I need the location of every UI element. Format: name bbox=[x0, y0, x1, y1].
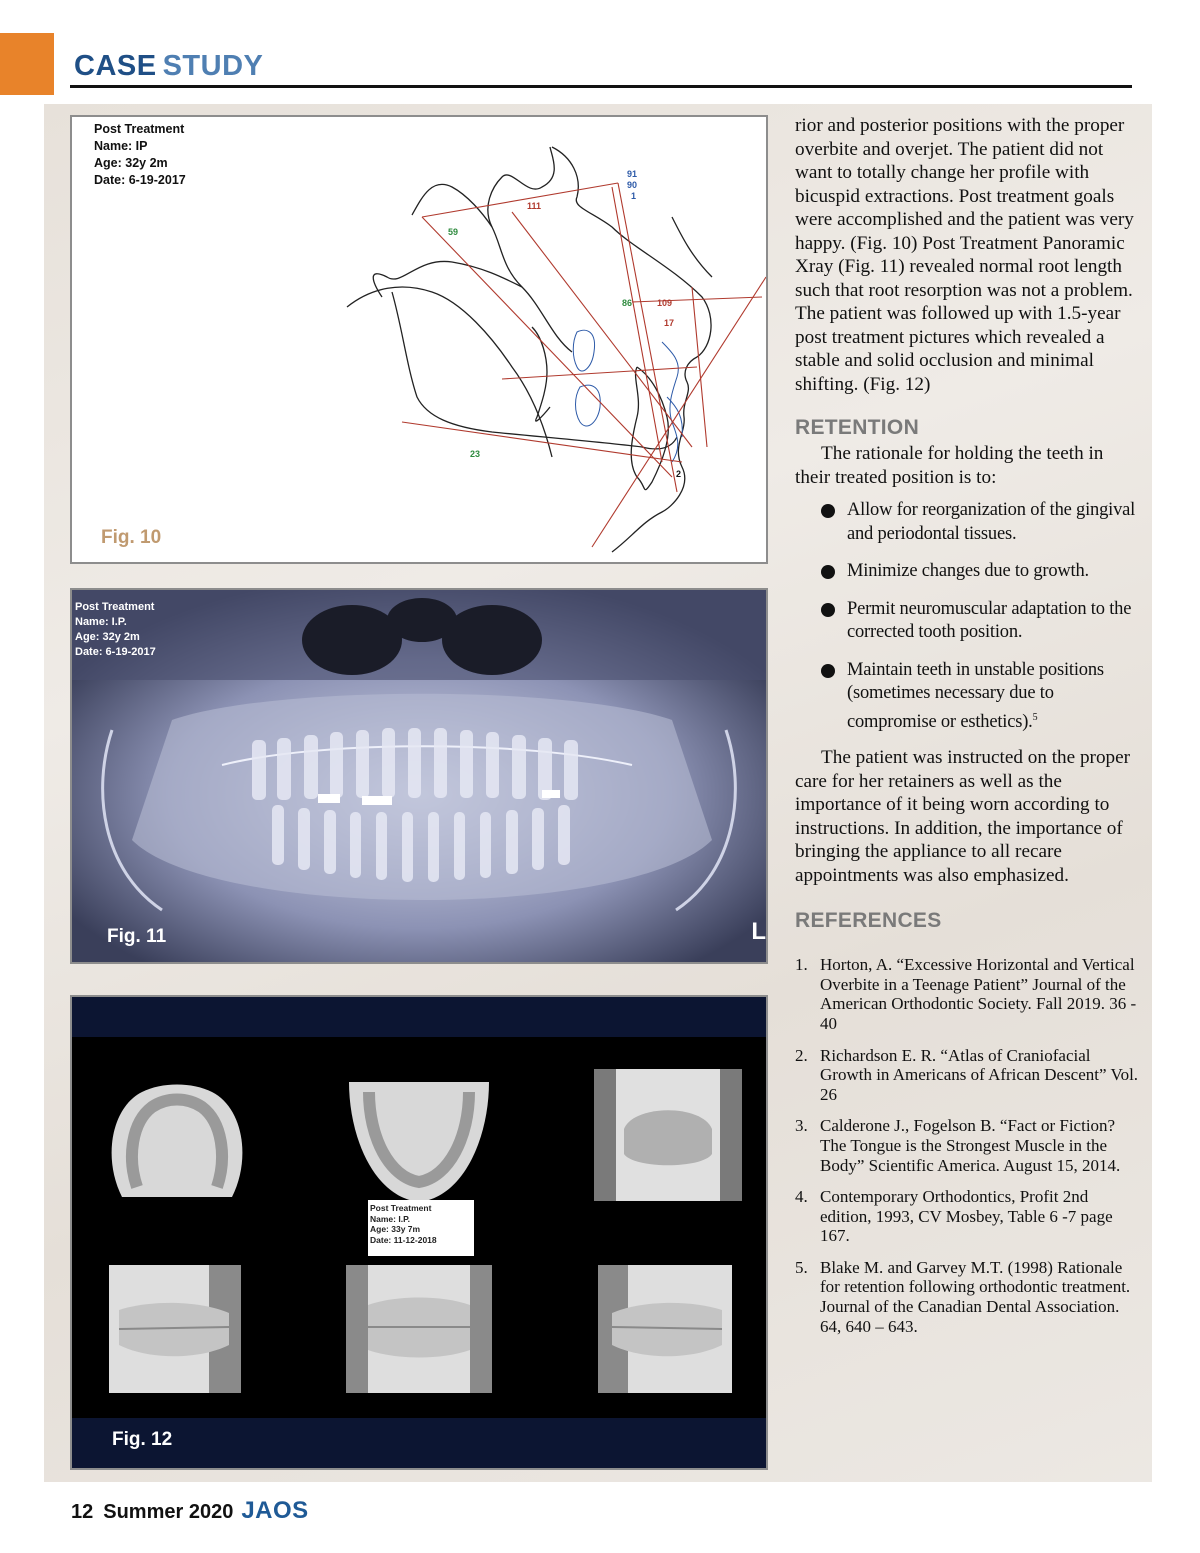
header-word-study: STUDY bbox=[162, 50, 264, 82]
ceph-value-1: 1 bbox=[631, 191, 637, 201]
frontal-model bbox=[346, 1265, 492, 1393]
bullet-text: Allow for reorganization of the gingival and periodontal tissues. bbox=[847, 500, 1136, 544]
list-item bbox=[821, 659, 1140, 735]
fig10-info-line: Name: IP bbox=[94, 139, 148, 153]
panoramic-xray-image bbox=[72, 590, 766, 962]
issue-label: Summer 2020 bbox=[103, 1501, 234, 1523]
reference-text: Contemporary Orthodontics, Profit 2nd edition, 1993, CV Mosbey, Table 6 -7 page 167. bbox=[820, 1187, 1113, 1246]
figure-11-panoramic-xray bbox=[70, 588, 768, 964]
upper-arch-model bbox=[102, 1077, 252, 1207]
fig12-info-card bbox=[368, 1200, 474, 1256]
lower-arch-model bbox=[344, 1077, 494, 1207]
reference-item bbox=[795, 1258, 1140, 1336]
fig11-info-line: Name: I.P. bbox=[75, 616, 127, 628]
retention-heading: RETENTION bbox=[795, 416, 920, 439]
ceph-value-111: 111 bbox=[527, 201, 542, 211]
bullet-text: Permit neuromuscular adaptation to the corrected tooth position. bbox=[847, 598, 1132, 642]
references-list bbox=[795, 955, 1140, 1336]
reference-item bbox=[795, 1046, 1140, 1105]
bullet-text: Minimize changes due to growth. bbox=[847, 561, 1089, 581]
header-word-case: CASE bbox=[74, 50, 157, 82]
fig10-info-line: Age: 32y 2m bbox=[94, 156, 168, 170]
reference-number: 1. bbox=[795, 955, 808, 975]
ceph-tracing-drawing bbox=[72, 117, 766, 562]
article-column bbox=[795, 114, 1140, 1348]
bullet-dot-icon bbox=[821, 603, 835, 617]
bullet-text: Maintain teeth in unstable positions (sometimes necessary due to compromise or esthetics). bbox=[847, 659, 1104, 732]
fig11-info-block bbox=[75, 600, 156, 660]
left-buccal-model bbox=[598, 1265, 732, 1393]
retention-lead: The rationale for holding the teeth in their treated position is to: bbox=[795, 443, 1104, 488]
orange-tab bbox=[0, 33, 54, 95]
reference-text: Horton, A. “Excessive Horizontal and Vertical Overbite in a Teenage Patient” Journal of the American Orthodontic Society. Fall 2019. 36 - 40 bbox=[820, 955, 1137, 1033]
ceph-value-23: 23 bbox=[470, 449, 481, 459]
fig10-info-line: Post Treatment bbox=[94, 122, 185, 136]
citation-superscript: 5 bbox=[1032, 711, 1038, 723]
posterior-occlusal-model bbox=[594, 1069, 742, 1201]
reference-number: 2. bbox=[795, 1045, 808, 1065]
list-item bbox=[821, 499, 1140, 546]
ceph-value-17: 17 bbox=[664, 318, 675, 328]
fig11-info-line: Age: 32y 2m bbox=[75, 631, 140, 643]
fig12-info-line: Name: I.P. bbox=[370, 1213, 411, 1224]
journal-brand: JAOS bbox=[241, 1497, 309, 1524]
fig10-label: Fig. 10 bbox=[101, 527, 162, 548]
figure-12-dental-models bbox=[70, 995, 768, 1470]
fig11-label: Fig. 11 bbox=[107, 926, 167, 947]
intro-paragraph: rior and posterior positions with the proper overbite and overjet. The patient did not want to totally change her profile with bicuspid extractions. Post treatment goals were accomplished and the patient was very happy. (Fig. 10) Post Treatment Panoramic Xray (Fig. 11) revealed normal root length such that root resorption was not a problem. The patient was followed up with 1.5-year post treatment pictures which revealed a stable and solid occlusion and minimal shifting. (Fig. 12) bbox=[795, 115, 1134, 395]
fig11-info-line: Date: 6-19-2017 bbox=[75, 646, 156, 658]
right-buccal-model bbox=[109, 1265, 241, 1393]
reference-text: Calderone J., Fogelson B. “Fact or Fiction? The Tongue is the Strongest Muscle in the Body” Scientific America. August 15, 2014. bbox=[820, 1116, 1121, 1175]
fig12-info-line: Age: 33y 7m bbox=[370, 1224, 421, 1234]
reference-number: 4. bbox=[795, 1187, 808, 1207]
ceph-value-109: 109 bbox=[657, 298, 673, 308]
figure-10-tracing bbox=[70, 115, 768, 564]
bullet-dot-icon bbox=[821, 664, 835, 678]
bullet-dot-icon bbox=[821, 504, 835, 518]
page-footer bbox=[71, 1497, 309, 1525]
retention-list bbox=[795, 499, 1140, 734]
reference-item bbox=[795, 1187, 1140, 1246]
ceph-value-90: 90 bbox=[627, 180, 638, 190]
fig10-info-line: Date: 6-19-2017 bbox=[94, 173, 186, 187]
references-heading: REFERENCES bbox=[795, 909, 942, 933]
ceph-value-2: 2 bbox=[676, 469, 682, 479]
page-number: 12 bbox=[71, 1501, 94, 1523]
reference-text: Richardson E. R. “Atlas of Craniofacial Growth in Americans of African Descent” Vol. 26 bbox=[820, 1045, 1139, 1104]
header-rule bbox=[70, 85, 1132, 88]
closing-paragraph: The patient was instructed on the proper care for her retainers as well as the importance of it being worn according to instructions. In addition, the importance of bringing the appliance to all recare appointments was also emphasized. bbox=[795, 747, 1131, 886]
fig11-info-line: Post Treatment bbox=[75, 601, 155, 613]
list-item bbox=[821, 560, 1140, 584]
navy-band-top bbox=[72, 997, 766, 1037]
ceph-value-59: 59 bbox=[448, 227, 459, 237]
fig12-info-line: Date: 11-12-2018 bbox=[370, 1234, 437, 1245]
ceph-value-91: 91 bbox=[627, 169, 638, 179]
navy-band-bottom bbox=[72, 1418, 766, 1468]
xray-side-marker: L bbox=[751, 918, 766, 945]
bullet-dot-icon bbox=[821, 565, 835, 579]
reference-number: 5. bbox=[795, 1257, 808, 1277]
reference-number: 3. bbox=[795, 1116, 808, 1136]
fig12-label: Fig. 12 bbox=[112, 1429, 173, 1450]
reference-item bbox=[795, 1116, 1140, 1175]
reference-item bbox=[795, 955, 1140, 1033]
section-header bbox=[74, 50, 263, 83]
reference-text: Blake M. and Garvey M.T. (1998) Rationale for retention following orthodontic treatment. Journal of the Canadian Dental Association. 64, 640 – 643. bbox=[820, 1257, 1131, 1336]
ceph-value-86: 86 bbox=[622, 298, 633, 308]
fig12-info-line: Post Treatment bbox=[370, 1203, 432, 1213]
list-item bbox=[821, 598, 1140, 645]
